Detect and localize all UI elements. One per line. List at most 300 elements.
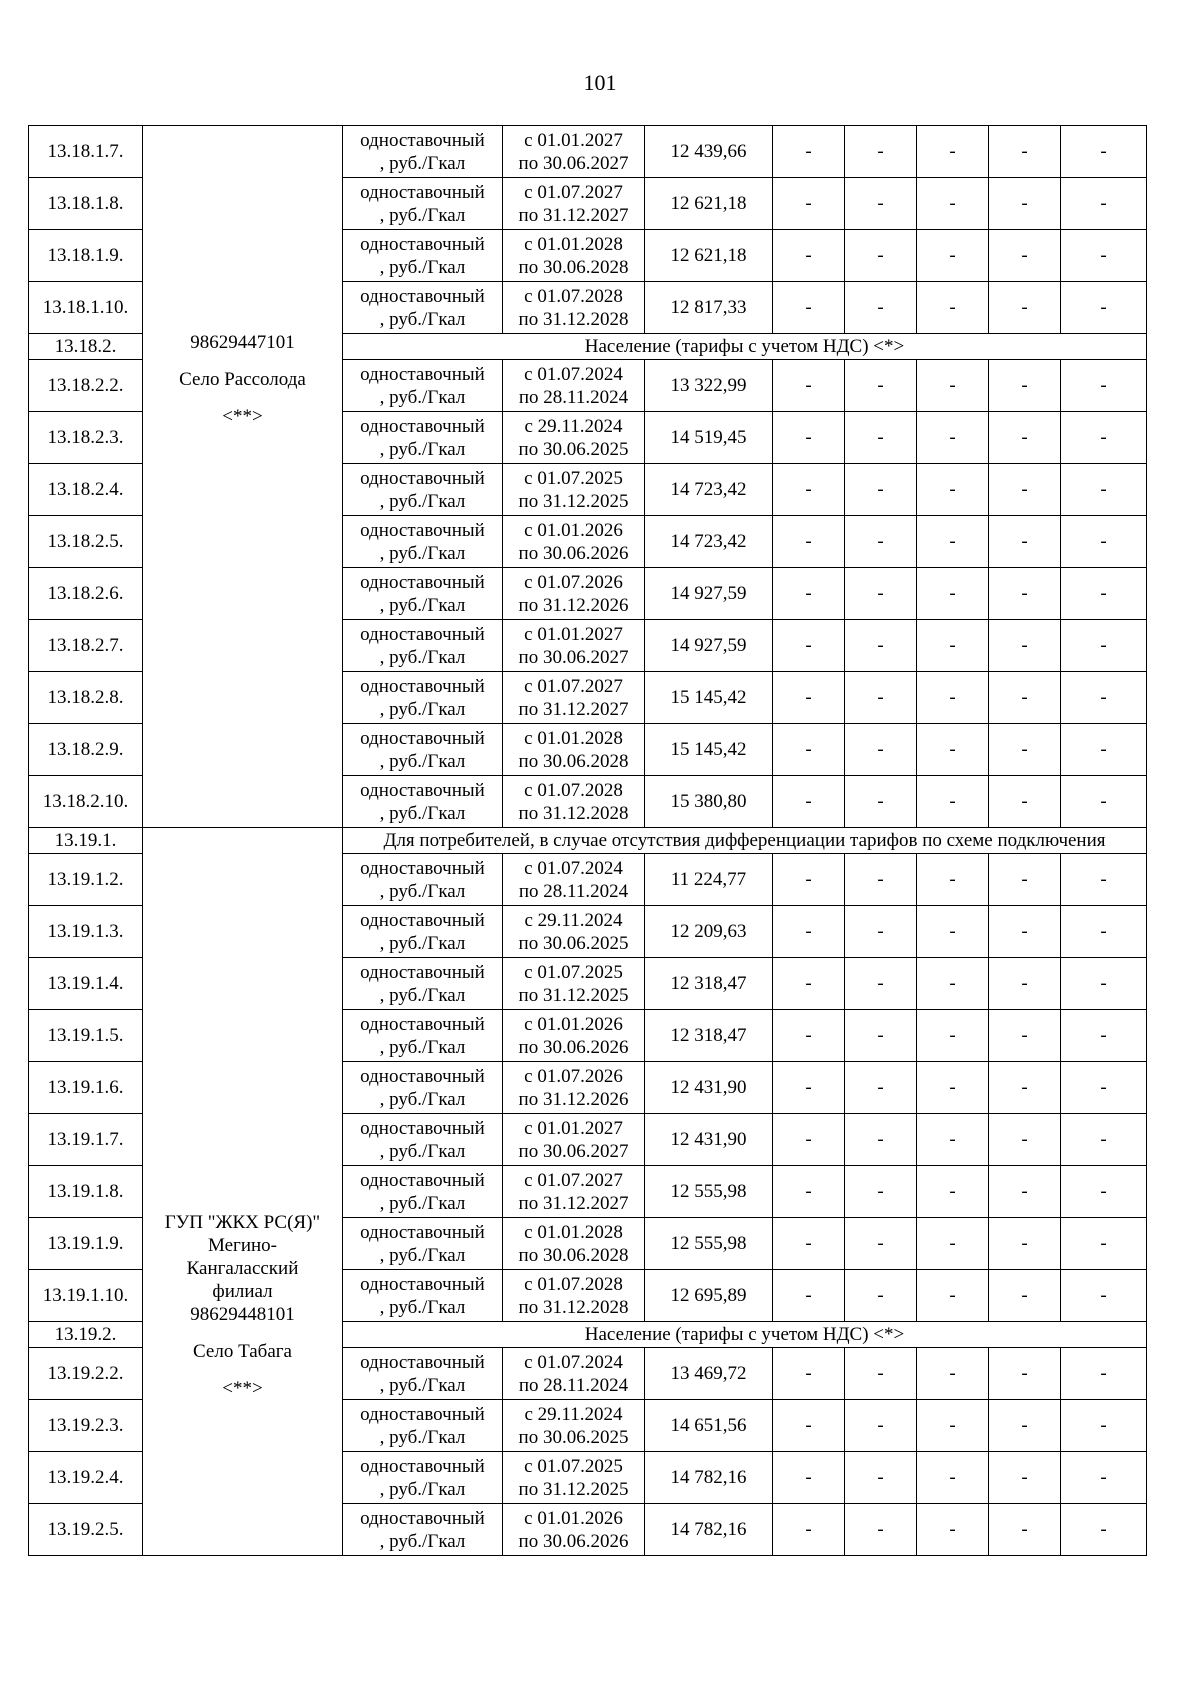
empty-value-dash: - <box>917 906 989 958</box>
row-number: 13.18.2.3. <box>29 412 143 464</box>
empty-value-dash: - <box>989 672 1061 724</box>
tariff-type-line: , руб./Гкал <box>379 1088 466 1110</box>
empty-value-dash: - <box>845 230 917 282</box>
tariff-type-line: , руб./Гкал <box>379 698 466 720</box>
tariff-period <box>503 230 645 282</box>
tariff-type-line: одноставочный <box>360 285 485 307</box>
row-number: 13.19.2.4. <box>29 1452 143 1504</box>
tariff-type-line: одноставочный <box>360 467 485 489</box>
empty-value-dash: - <box>773 1114 845 1166</box>
row-number: 13.19.1. <box>29 828 143 854</box>
empty-value-dash: - <box>989 854 1061 906</box>
tariff-type-line: одноставочный <box>360 1403 485 1425</box>
tariff-value: 15 380,80 <box>645 776 773 828</box>
tariff-type <box>343 1010 503 1062</box>
tariff-period-line: по 31.12.2025 <box>518 1478 629 1500</box>
tariff-period <box>503 1400 645 1452</box>
organization-cell <box>143 126 343 828</box>
tariff-period <box>503 958 645 1010</box>
tariff-type-line: одноставочный <box>360 1455 485 1477</box>
empty-value-dash: - <box>989 126 1061 178</box>
empty-value-dash: - <box>1061 1348 1147 1400</box>
tariff-period-line: с 01.07.2026 <box>524 571 623 593</box>
tariff-period-line: по 30.06.2027 <box>518 152 629 174</box>
empty-value-dash: - <box>773 282 845 334</box>
tariff-period-line: по 31.12.2027 <box>518 204 629 226</box>
organization-spacer <box>143 354 342 368</box>
tariff-period <box>503 620 645 672</box>
empty-value-dash: - <box>917 724 989 776</box>
tariff-period-line: по 30.06.2025 <box>518 932 629 954</box>
tariff-period-line: с 01.01.2027 <box>524 129 623 151</box>
row-number: 13.19.2. <box>29 1322 143 1348</box>
empty-value-dash: - <box>845 412 917 464</box>
tariff-type-line: одноставочный <box>360 961 485 983</box>
tariff-type <box>343 854 503 906</box>
tariff-type <box>343 1062 503 1114</box>
row-number: 13.19.2.2. <box>29 1348 143 1400</box>
tariff-period-line: по 31.12.2026 <box>518 594 629 616</box>
tariff-value: 15 145,42 <box>645 672 773 724</box>
tariff-type-line: , руб./Гкал <box>379 594 466 616</box>
empty-value-dash: - <box>1061 1062 1147 1114</box>
row-number: 13.19.1.10. <box>29 1270 143 1322</box>
tariff-period-line: по 30.06.2028 <box>518 1244 629 1266</box>
tariff-period <box>503 1504 645 1556</box>
empty-value-dash: - <box>1061 360 1147 412</box>
organization-block <box>143 126 342 428</box>
empty-value-dash: - <box>1061 906 1147 958</box>
organization-line: 98629447101 <box>190 332 295 353</box>
empty-value-dash: - <box>917 1504 989 1556</box>
tariff-value: 13 322,99 <box>645 360 773 412</box>
empty-value-dash: - <box>773 230 845 282</box>
organization-line: <**> <box>222 1378 263 1399</box>
empty-value-dash: - <box>1061 1166 1147 1218</box>
tariff-value: 11 224,77 <box>645 854 773 906</box>
empty-value-dash: - <box>989 1400 1061 1452</box>
tariff-type-line: , руб./Гкал <box>379 308 466 330</box>
tariff-type <box>343 464 503 516</box>
empty-value-dash: - <box>845 1166 917 1218</box>
tariff-type-line: , руб./Гкал <box>379 932 466 954</box>
row-number: 13.19.2.3. <box>29 1400 143 1452</box>
organization-line: ГУП "ЖКХ РС(Я)" <box>164 1212 321 1233</box>
tariff-type-line: одноставочный <box>360 1065 485 1087</box>
empty-value-dash: - <box>845 1114 917 1166</box>
tariff-type-line: , руб./Гкал <box>379 750 466 772</box>
tariff-type-line: одноставочный <box>360 181 485 203</box>
tariff-period <box>503 126 645 178</box>
tariff-type-line: одноставочный <box>360 1169 485 1191</box>
tariff-period <box>503 776 645 828</box>
empty-value-dash: - <box>773 412 845 464</box>
tariff-type-line: , руб./Гкал <box>379 1244 466 1266</box>
empty-value-dash: - <box>773 1504 845 1556</box>
tariff-type <box>343 1166 503 1218</box>
tariff-type-line: одноставочный <box>360 779 485 801</box>
empty-value-dash: - <box>773 1062 845 1114</box>
empty-value-dash: - <box>917 126 989 178</box>
tariff-type-line: , руб./Гкал <box>379 1374 466 1396</box>
tariff-period-line: с 01.07.2028 <box>524 1273 623 1295</box>
tariff-period-line: по 30.06.2028 <box>518 750 629 772</box>
tariff-period-line: по 30.06.2026 <box>518 1036 629 1058</box>
tariff-type-line: , руб./Гкал <box>379 646 466 668</box>
organization-line: Мегино- <box>207 1235 278 1256</box>
empty-value-dash: - <box>917 464 989 516</box>
tariff-type <box>343 1348 503 1400</box>
tariff-type <box>343 672 503 724</box>
empty-value-dash: - <box>845 724 917 776</box>
row-number: 13.18.2.7. <box>29 620 143 672</box>
tariff-period-line: по 28.11.2024 <box>518 386 629 408</box>
empty-value-dash: - <box>917 282 989 334</box>
tariff-period-line: по 30.06.2027 <box>518 1140 629 1162</box>
tariff-type-line: , руб./Гкал <box>379 1296 466 1318</box>
empty-value-dash: - <box>845 360 917 412</box>
tariff-type <box>343 360 503 412</box>
tariff-type-line: , руб./Гкал <box>379 984 466 1006</box>
tariff-type <box>343 620 503 672</box>
tariff-period-line: с 01.07.2025 <box>524 961 623 983</box>
tariff-value: 15 145,42 <box>645 724 773 776</box>
tariff-type-line: , руб./Гкал <box>379 1036 466 1058</box>
empty-value-dash: - <box>1061 1270 1147 1322</box>
tariff-period-line: по 31.12.2026 <box>518 1088 629 1110</box>
tariff-period-line: с 01.01.2026 <box>524 1013 623 1035</box>
tariff-period-line: с 01.01.2028 <box>524 233 623 255</box>
empty-value-dash: - <box>917 412 989 464</box>
empty-value-dash: - <box>989 958 1061 1010</box>
empty-value-dash: - <box>989 724 1061 776</box>
tariff-value: 14 927,59 <box>645 620 773 672</box>
tariff-table <box>28 125 1147 1556</box>
tariff-period-line: с 01.01.2028 <box>524 1221 623 1243</box>
tariff-value: 12 439,66 <box>645 126 773 178</box>
row-number: 13.18.1.7. <box>29 126 143 178</box>
tariff-type <box>343 1270 503 1322</box>
tariff-type-line: , руб./Гкал <box>379 542 466 564</box>
empty-value-dash: - <box>845 1348 917 1400</box>
empty-value-dash: - <box>845 906 917 958</box>
tariff-value: 14 723,42 <box>645 516 773 568</box>
empty-value-dash: - <box>773 1400 845 1452</box>
empty-value-dash: - <box>1061 1114 1147 1166</box>
tariff-period-line: по 31.12.2028 <box>518 802 629 824</box>
tariff-period <box>503 1010 645 1062</box>
empty-value-dash: - <box>989 412 1061 464</box>
empty-value-dash: - <box>773 126 845 178</box>
empty-value-dash: - <box>845 620 917 672</box>
tariff-period <box>503 854 645 906</box>
tariff-period-line: по 30.06.2025 <box>518 1426 629 1448</box>
empty-value-dash: - <box>1061 464 1147 516</box>
tariff-period-line: по 31.12.2025 <box>518 984 629 1006</box>
tariff-value: 14 723,42 <box>645 464 773 516</box>
empty-value-dash: - <box>917 1218 989 1270</box>
empty-value-dash: - <box>917 1270 989 1322</box>
tariff-period <box>503 282 645 334</box>
tariff-type-line: , руб./Гкал <box>379 152 466 174</box>
tariff-type-line: , руб./Гкал <box>379 1192 466 1214</box>
organization-line: <**> <box>222 406 263 427</box>
tariff-value: 14 519,45 <box>645 412 773 464</box>
tariff-period <box>503 672 645 724</box>
tariff-period-line: с 01.07.2024 <box>524 363 623 385</box>
tariff-type-line: одноставочный <box>360 623 485 645</box>
row-number: 13.19.1.6. <box>29 1062 143 1114</box>
empty-value-dash: - <box>845 958 917 1010</box>
tariff-type <box>343 178 503 230</box>
tariff-type-line: одноставочный <box>360 415 485 437</box>
organization-spacer <box>143 391 342 405</box>
row-number: 13.18.2.5. <box>29 516 143 568</box>
empty-value-dash: - <box>773 1010 845 1062</box>
tariff-period <box>503 516 645 568</box>
tariff-period-line: с 01.07.2027 <box>524 1169 623 1191</box>
empty-value-dash: - <box>773 464 845 516</box>
empty-value-dash: - <box>917 1114 989 1166</box>
empty-value-dash: - <box>989 464 1061 516</box>
tariff-period-line: по 30.06.2027 <box>518 646 629 668</box>
tariff-period-line: с 01.07.2027 <box>524 675 623 697</box>
organization-spacer <box>143 1326 342 1340</box>
tariff-type <box>343 568 503 620</box>
empty-value-dash: - <box>845 1400 917 1452</box>
tariff-table-body <box>29 126 1147 1556</box>
empty-value-dash: - <box>989 568 1061 620</box>
row-number: 13.18.2.2. <box>29 360 143 412</box>
row-number: 13.18.2. <box>29 334 143 360</box>
tariff-period-line: по 30.06.2026 <box>518 1530 629 1552</box>
empty-value-dash: - <box>1061 412 1147 464</box>
organization-line: Село Табага <box>193 1341 292 1362</box>
empty-value-dash: - <box>989 516 1061 568</box>
empty-value-dash: - <box>845 568 917 620</box>
tariff-type-line: , руб./Гкал <box>379 256 466 278</box>
tariff-value: 12 555,98 <box>645 1218 773 1270</box>
empty-value-dash: - <box>917 230 989 282</box>
empty-value-dash: - <box>845 672 917 724</box>
empty-value-dash: - <box>989 230 1061 282</box>
tariff-period-line: с 01.07.2025 <box>524 1455 623 1477</box>
tariff-type <box>343 958 503 1010</box>
tariff-type <box>343 724 503 776</box>
empty-value-dash: - <box>989 1348 1061 1400</box>
empty-value-dash: - <box>773 672 845 724</box>
empty-value-dash: - <box>989 906 1061 958</box>
tariff-period <box>503 360 645 412</box>
empty-value-dash: - <box>773 958 845 1010</box>
tariff-type <box>343 412 503 464</box>
tariff-type-line: одноставочный <box>360 857 485 879</box>
tariff-period-line: по 28.11.2024 <box>518 1374 629 1396</box>
tariff-value: 12 431,90 <box>645 1114 773 1166</box>
section-heading: Население (тарифы с учетом НДС) <*> <box>343 1322 1147 1348</box>
tariff-type-line: , руб./Гкал <box>379 1530 466 1552</box>
tariff-period-line: с 01.07.2025 <box>524 467 623 489</box>
tariff-period-line: по 31.12.2028 <box>518 1296 629 1318</box>
empty-value-dash: - <box>845 1218 917 1270</box>
empty-value-dash: - <box>1061 1452 1147 1504</box>
tariff-type <box>343 1504 503 1556</box>
tariff-period <box>503 1166 645 1218</box>
empty-value-dash: - <box>773 360 845 412</box>
empty-value-dash: - <box>845 282 917 334</box>
tariff-period <box>503 1270 645 1322</box>
tariff-period-line: с 29.11.2024 <box>524 909 623 931</box>
empty-value-dash: - <box>1061 568 1147 620</box>
empty-value-dash: - <box>1061 854 1147 906</box>
tariff-type <box>343 1400 503 1452</box>
empty-value-dash: - <box>989 1504 1061 1556</box>
tariff-type-line: одноставочный <box>360 727 485 749</box>
tariff-type-line: , руб./Гкал <box>379 1140 466 1162</box>
tariff-period-line: с 01.07.2024 <box>524 1351 623 1373</box>
tariff-type-line: одноставочный <box>360 1351 485 1373</box>
empty-value-dash: - <box>845 1010 917 1062</box>
empty-value-dash: - <box>989 776 1061 828</box>
tariff-period-line: по 30.06.2026 <box>518 542 629 564</box>
row-number: 13.19.1.5. <box>29 1010 143 1062</box>
tariff-type-line: одноставочный <box>360 1013 485 1035</box>
tariff-type-line: одноставочный <box>360 1273 485 1295</box>
empty-value-dash: - <box>773 724 845 776</box>
tariff-type-line: , руб./Гкал <box>379 880 466 902</box>
tariff-period-line: по 28.11.2024 <box>518 880 629 902</box>
tariff-value: 14 651,56 <box>645 1400 773 1452</box>
tariff-period-line: по 31.12.2025 <box>518 490 629 512</box>
empty-value-dash: - <box>1061 178 1147 230</box>
organization-cell <box>143 828 343 1556</box>
organization-line: Кангаласский <box>186 1258 299 1279</box>
empty-value-dash: - <box>845 1270 917 1322</box>
empty-value-dash: - <box>917 360 989 412</box>
empty-value-dash: - <box>1061 516 1147 568</box>
row-number: 13.18.2.10. <box>29 776 143 828</box>
tariff-period-line: с 01.07.2026 <box>524 1065 623 1087</box>
empty-value-dash: - <box>917 568 989 620</box>
tariff-type-line: одноставочный <box>360 675 485 697</box>
empty-value-dash: - <box>989 1114 1061 1166</box>
empty-value-dash: - <box>1061 230 1147 282</box>
tariff-period-line: с 01.07.2028 <box>524 779 623 801</box>
empty-value-dash: - <box>845 464 917 516</box>
tariff-period <box>503 1114 645 1166</box>
empty-value-dash: - <box>917 958 989 1010</box>
empty-value-dash: - <box>773 568 845 620</box>
tariff-period <box>503 1452 645 1504</box>
tariff-value: 12 555,98 <box>645 1166 773 1218</box>
empty-value-dash: - <box>917 1010 989 1062</box>
empty-value-dash: - <box>1061 1218 1147 1270</box>
tariff-period-line: с 01.07.2027 <box>524 181 623 203</box>
tariff-period-line: с 01.01.2027 <box>524 1117 623 1139</box>
empty-value-dash: - <box>917 854 989 906</box>
empty-value-dash: - <box>773 1218 845 1270</box>
empty-value-dash: - <box>917 620 989 672</box>
tariff-period <box>503 724 645 776</box>
empty-value-dash: - <box>989 178 1061 230</box>
empty-value-dash: - <box>845 776 917 828</box>
row-number: 13.18.2.4. <box>29 464 143 516</box>
row-number: 13.19.1.8. <box>29 1166 143 1218</box>
tariff-period <box>503 464 645 516</box>
empty-value-dash: - <box>845 178 917 230</box>
empty-value-dash: - <box>917 1166 989 1218</box>
tariff-type <box>343 282 503 334</box>
empty-value-dash: - <box>1061 126 1147 178</box>
tariff-type <box>343 230 503 282</box>
empty-value-dash: - <box>845 1504 917 1556</box>
empty-value-dash: - <box>917 1062 989 1114</box>
section-row <box>29 828 1147 854</box>
tariff-type <box>343 1114 503 1166</box>
row-number: 13.19.1.3. <box>29 906 143 958</box>
tariff-period <box>503 178 645 230</box>
tariff-period-line: с 29.11.2024 <box>524 415 623 437</box>
tariff-value: 12 318,47 <box>645 1010 773 1062</box>
empty-value-dash: - <box>1061 1504 1147 1556</box>
row-number: 13.19.2.5. <box>29 1504 143 1556</box>
tariff-period <box>503 412 645 464</box>
row-number: 13.19.1.9. <box>29 1218 143 1270</box>
tariff-type <box>343 1452 503 1504</box>
empty-value-dash: - <box>989 1010 1061 1062</box>
tariff-period-line: с 01.01.2026 <box>524 1507 623 1529</box>
tariff-period-line: по 30.06.2025 <box>518 438 629 460</box>
section-heading: Население (тарифы с учетом НДС) <*> <box>343 334 1147 360</box>
organization-spacer <box>143 1363 342 1377</box>
organization-line: Село Рассолода <box>179 369 306 390</box>
empty-value-dash: - <box>773 1270 845 1322</box>
empty-value-dash: - <box>917 1400 989 1452</box>
row-number: 13.19.1.2. <box>29 854 143 906</box>
tariff-period <box>503 568 645 620</box>
tariff-type-line: одноставочный <box>360 519 485 541</box>
empty-value-dash: - <box>1061 282 1147 334</box>
tariff-type-line: , руб./Гкал <box>379 386 466 408</box>
row-number: 13.18.1.10. <box>29 282 143 334</box>
section-heading: Для потребителей, в случае отсутствия дифференциации тарифов по схеме подключения <box>343 828 1147 854</box>
empty-value-dash: - <box>773 178 845 230</box>
tariff-value: 12 695,89 <box>645 1270 773 1322</box>
tariff-period <box>503 1348 645 1400</box>
tariff-period-line: по 30.06.2028 <box>518 256 629 278</box>
tariff-period-line: с 01.07.2024 <box>524 857 623 879</box>
row-number: 13.18.1.9. <box>29 230 143 282</box>
empty-value-dash: - <box>1061 620 1147 672</box>
tariff-type-line: одноставочный <box>360 233 485 255</box>
tariff-type-line: , руб./Гкал <box>379 1478 466 1500</box>
tariff-period-line: с 29.11.2024 <box>524 1403 623 1425</box>
tariff-value: 13 469,72 <box>645 1348 773 1400</box>
empty-value-dash: - <box>917 178 989 230</box>
empty-value-dash: - <box>989 1166 1061 1218</box>
empty-value-dash: - <box>773 516 845 568</box>
empty-value-dash: - <box>917 1452 989 1504</box>
tariff-type-line: одноставочный <box>360 1117 485 1139</box>
row-number: 13.18.1.8. <box>29 178 143 230</box>
empty-value-dash: - <box>1061 1010 1147 1062</box>
tariff-type-line: одноставочный <box>360 1221 485 1243</box>
tariff-value: 12 318,47 <box>645 958 773 1010</box>
empty-value-dash: - <box>773 854 845 906</box>
tariff-type-line: одноставочный <box>360 129 485 151</box>
tariff-value: 12 621,18 <box>645 178 773 230</box>
empty-value-dash: - <box>773 620 845 672</box>
